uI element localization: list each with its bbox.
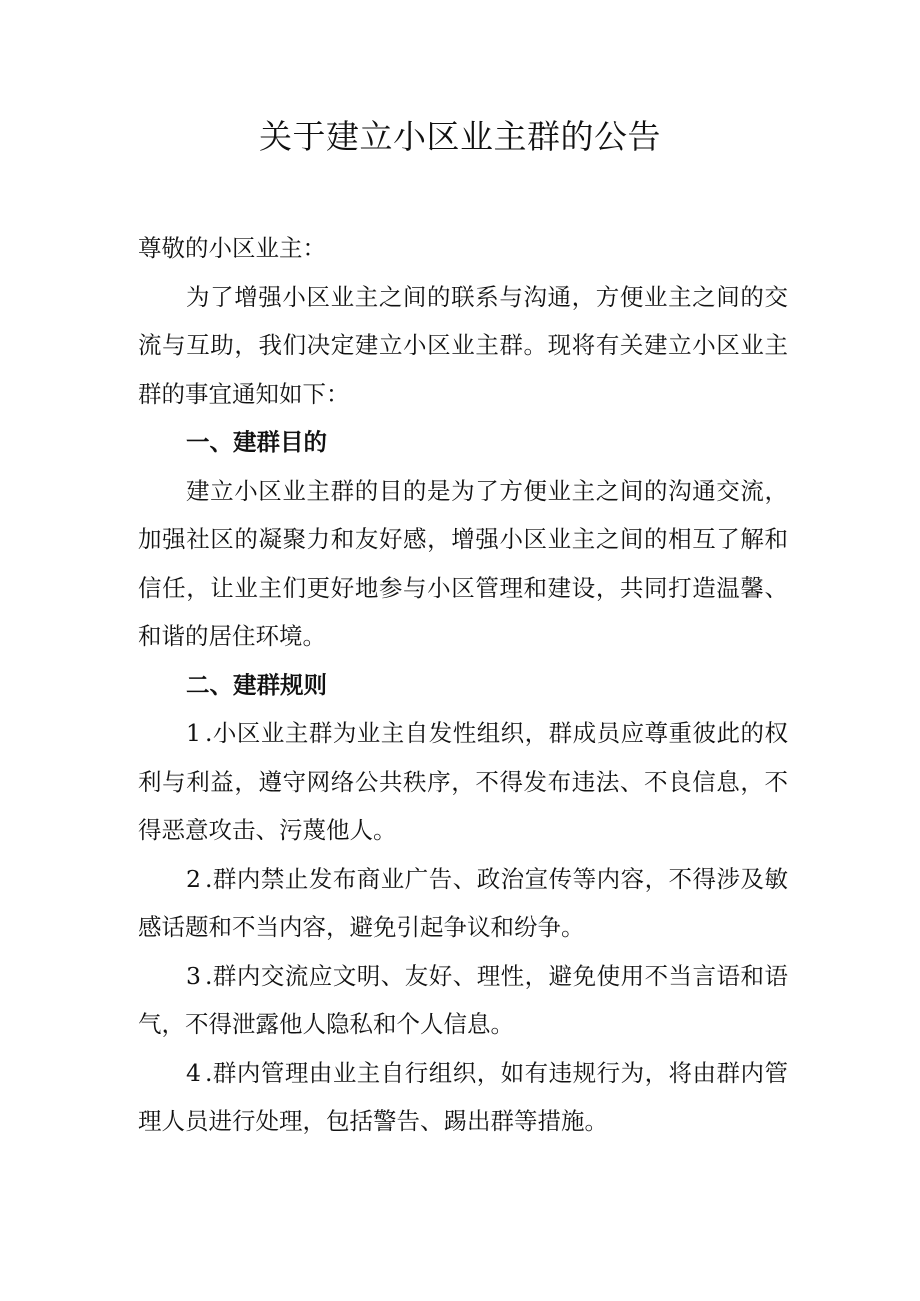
rule-number: 3 (186, 961, 201, 990)
rule-text: .小区业主群为业主自发性组织，群成员应尊重彼此的权利与利益，遵守网络公共秩序，不得发布违法、不良信息，不得恶意攻击、污蔑他人。 (138, 719, 788, 844)
rule-item-4 (138, 1049, 788, 1146)
section-1-heading: 一、建群目的 (186, 428, 327, 456)
rule-text: .群内管理由业主自行组织，如有违规行为，将由群内管理人员进行处理，包括警告、踢出群等措施。 (138, 1058, 788, 1135)
rule-number: 1 (186, 719, 201, 747)
intro-paragraph: 为了增强小区业主之间的联系与沟通，方便业主之间的交流与互助，我们决定建立小区业主群。现将有关建立小区业主群的事宜通知如下： (138, 282, 788, 408)
rule-number: 4 (186, 1058, 201, 1087)
rule-item-2 (138, 855, 788, 952)
rule-number: 2 (186, 864, 201, 893)
rule-text: .群内交流应文明、友好、理性，避免使用不当言语和语气，不得泄露他人隐私和个人信息。 (138, 961, 788, 1038)
rule-item-3 (138, 952, 788, 1049)
section-2-heading: 二、建群规则 (186, 670, 327, 699)
rule-item-1 (138, 709, 788, 855)
document-title: 关于建立小区业主群的公告 (259, 117, 661, 156)
section-1-paragraph: 建立小区业主群的目的是为了方便业主之间的沟通交流，加强社区的凝聚力和友好感，增强小区业主之间的相互了解和信任，让业主们更好地参与小区管理和建设，共同打造温馨、和谐的居住环境。 (138, 476, 788, 650)
rule-text: .群内禁止发布商业广告、政治宣传等内容，不得涉及敏感话题和不当内容，避免引起争议和纷争。 (138, 864, 788, 941)
document-body (138, 224, 788, 1146)
salutation: 尊敬的小区业主： (138, 234, 326, 262)
